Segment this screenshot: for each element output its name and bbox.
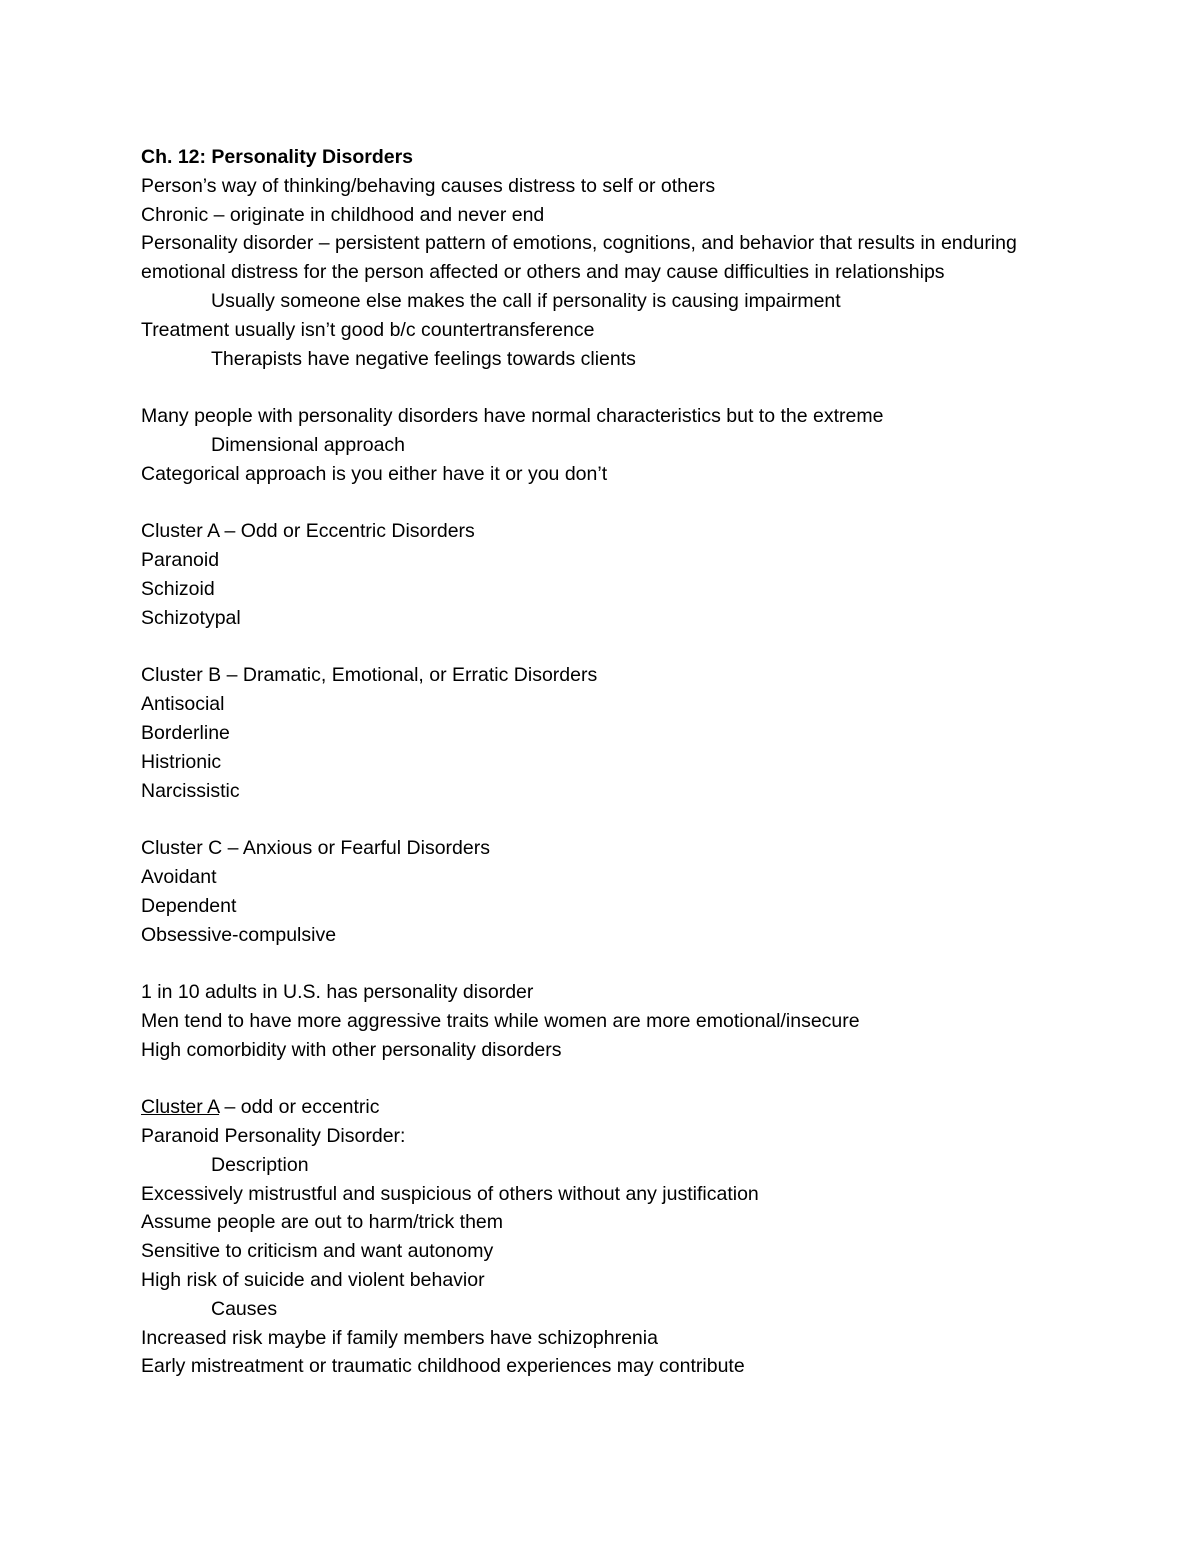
intro-line: Person’s way of thinking/behaving causes distress to self or others xyxy=(141,174,716,197)
subheading: Description xyxy=(211,1153,309,1176)
cluster-item: Borderline xyxy=(141,721,230,744)
cluster-item: Histrionic xyxy=(141,750,222,773)
intro-line: Chronic – originate in childhood and never end xyxy=(141,203,545,226)
cluster-item: Dependent xyxy=(141,894,237,917)
approach-line: Many people with personality disorders have normal characteristics but to the extreme xyxy=(141,405,884,428)
section-label: Cluster A xyxy=(141,1096,220,1119)
indented-note: Dimensional approach xyxy=(211,433,406,456)
cluster-item: Schizoid xyxy=(141,577,215,600)
indented-note: Therapists have negative feelings towards clients xyxy=(211,347,636,370)
cluster-item: Narcissistic xyxy=(141,779,240,802)
cluster-item: Obsessive-compulsive xyxy=(141,923,337,946)
blank-line xyxy=(141,489,1061,518)
cluster-item: Avoidant xyxy=(141,865,217,888)
indented-note: Usually someone else makes the call if personality is causing impairment xyxy=(211,289,841,312)
stat-line: High comorbidity with other personality disorders xyxy=(141,1038,562,1061)
cluster-item: Schizotypal xyxy=(141,606,241,629)
blank-line xyxy=(141,633,1061,662)
blank-line xyxy=(141,949,1061,978)
cluster-heading: Cluster C – Anxious or Fearful Disorders xyxy=(141,837,490,860)
document-body xyxy=(141,143,1061,1381)
stat-line: 1 in 10 adults in U.S. has personality disorder xyxy=(141,981,534,1004)
description-line: Sensitive to criticism and want autonomy xyxy=(141,1240,494,1263)
cluster-item: Paranoid xyxy=(141,549,220,572)
subheading: Causes xyxy=(211,1297,278,1320)
cause-line: Increased risk maybe if family members have schizophrenia xyxy=(141,1326,658,1349)
blank-line xyxy=(141,373,1061,402)
cluster-item: Antisocial xyxy=(141,693,225,716)
section-suffix: – odd or eccentric xyxy=(219,1096,380,1119)
section-heading xyxy=(141,1093,1061,1122)
definition-paragraph: Personality disorder – persistent pattern of emotions, cognitions, and behavior that results in enduring emotional distress for the person affected or others and may cause difficulties in relationships xyxy=(141,232,1017,284)
description-line: Assume people are out to harm/trick them xyxy=(141,1211,503,1234)
blank-line xyxy=(141,1065,1061,1094)
document-title: Ch. 12: Personality Disorders xyxy=(141,146,414,168)
blank-line xyxy=(141,805,1061,834)
cluster-heading: Cluster B – Dramatic, Emotional, or Erratic Disorders xyxy=(141,664,598,687)
stat-line: Men tend to have more aggressive traits while women are more emotional/insecure xyxy=(141,1009,860,1032)
description-line: High risk of suicide and violent behavior xyxy=(141,1269,485,1292)
approach-line: Categorical approach is you either have it or you don’t xyxy=(141,462,608,485)
disorder-heading: Paranoid Personality Disorder: xyxy=(141,1125,406,1148)
cluster-heading: Cluster A – Odd or Eccentric Disorders xyxy=(141,520,475,543)
cause-line: Early mistreatment or traumatic childhood experiences may contribute xyxy=(141,1355,745,1378)
description-line: Excessively mistrustful and suspicious of others without any justification xyxy=(141,1182,759,1205)
intro-line: Treatment usually isn’t good b/c countertransference xyxy=(141,318,595,341)
